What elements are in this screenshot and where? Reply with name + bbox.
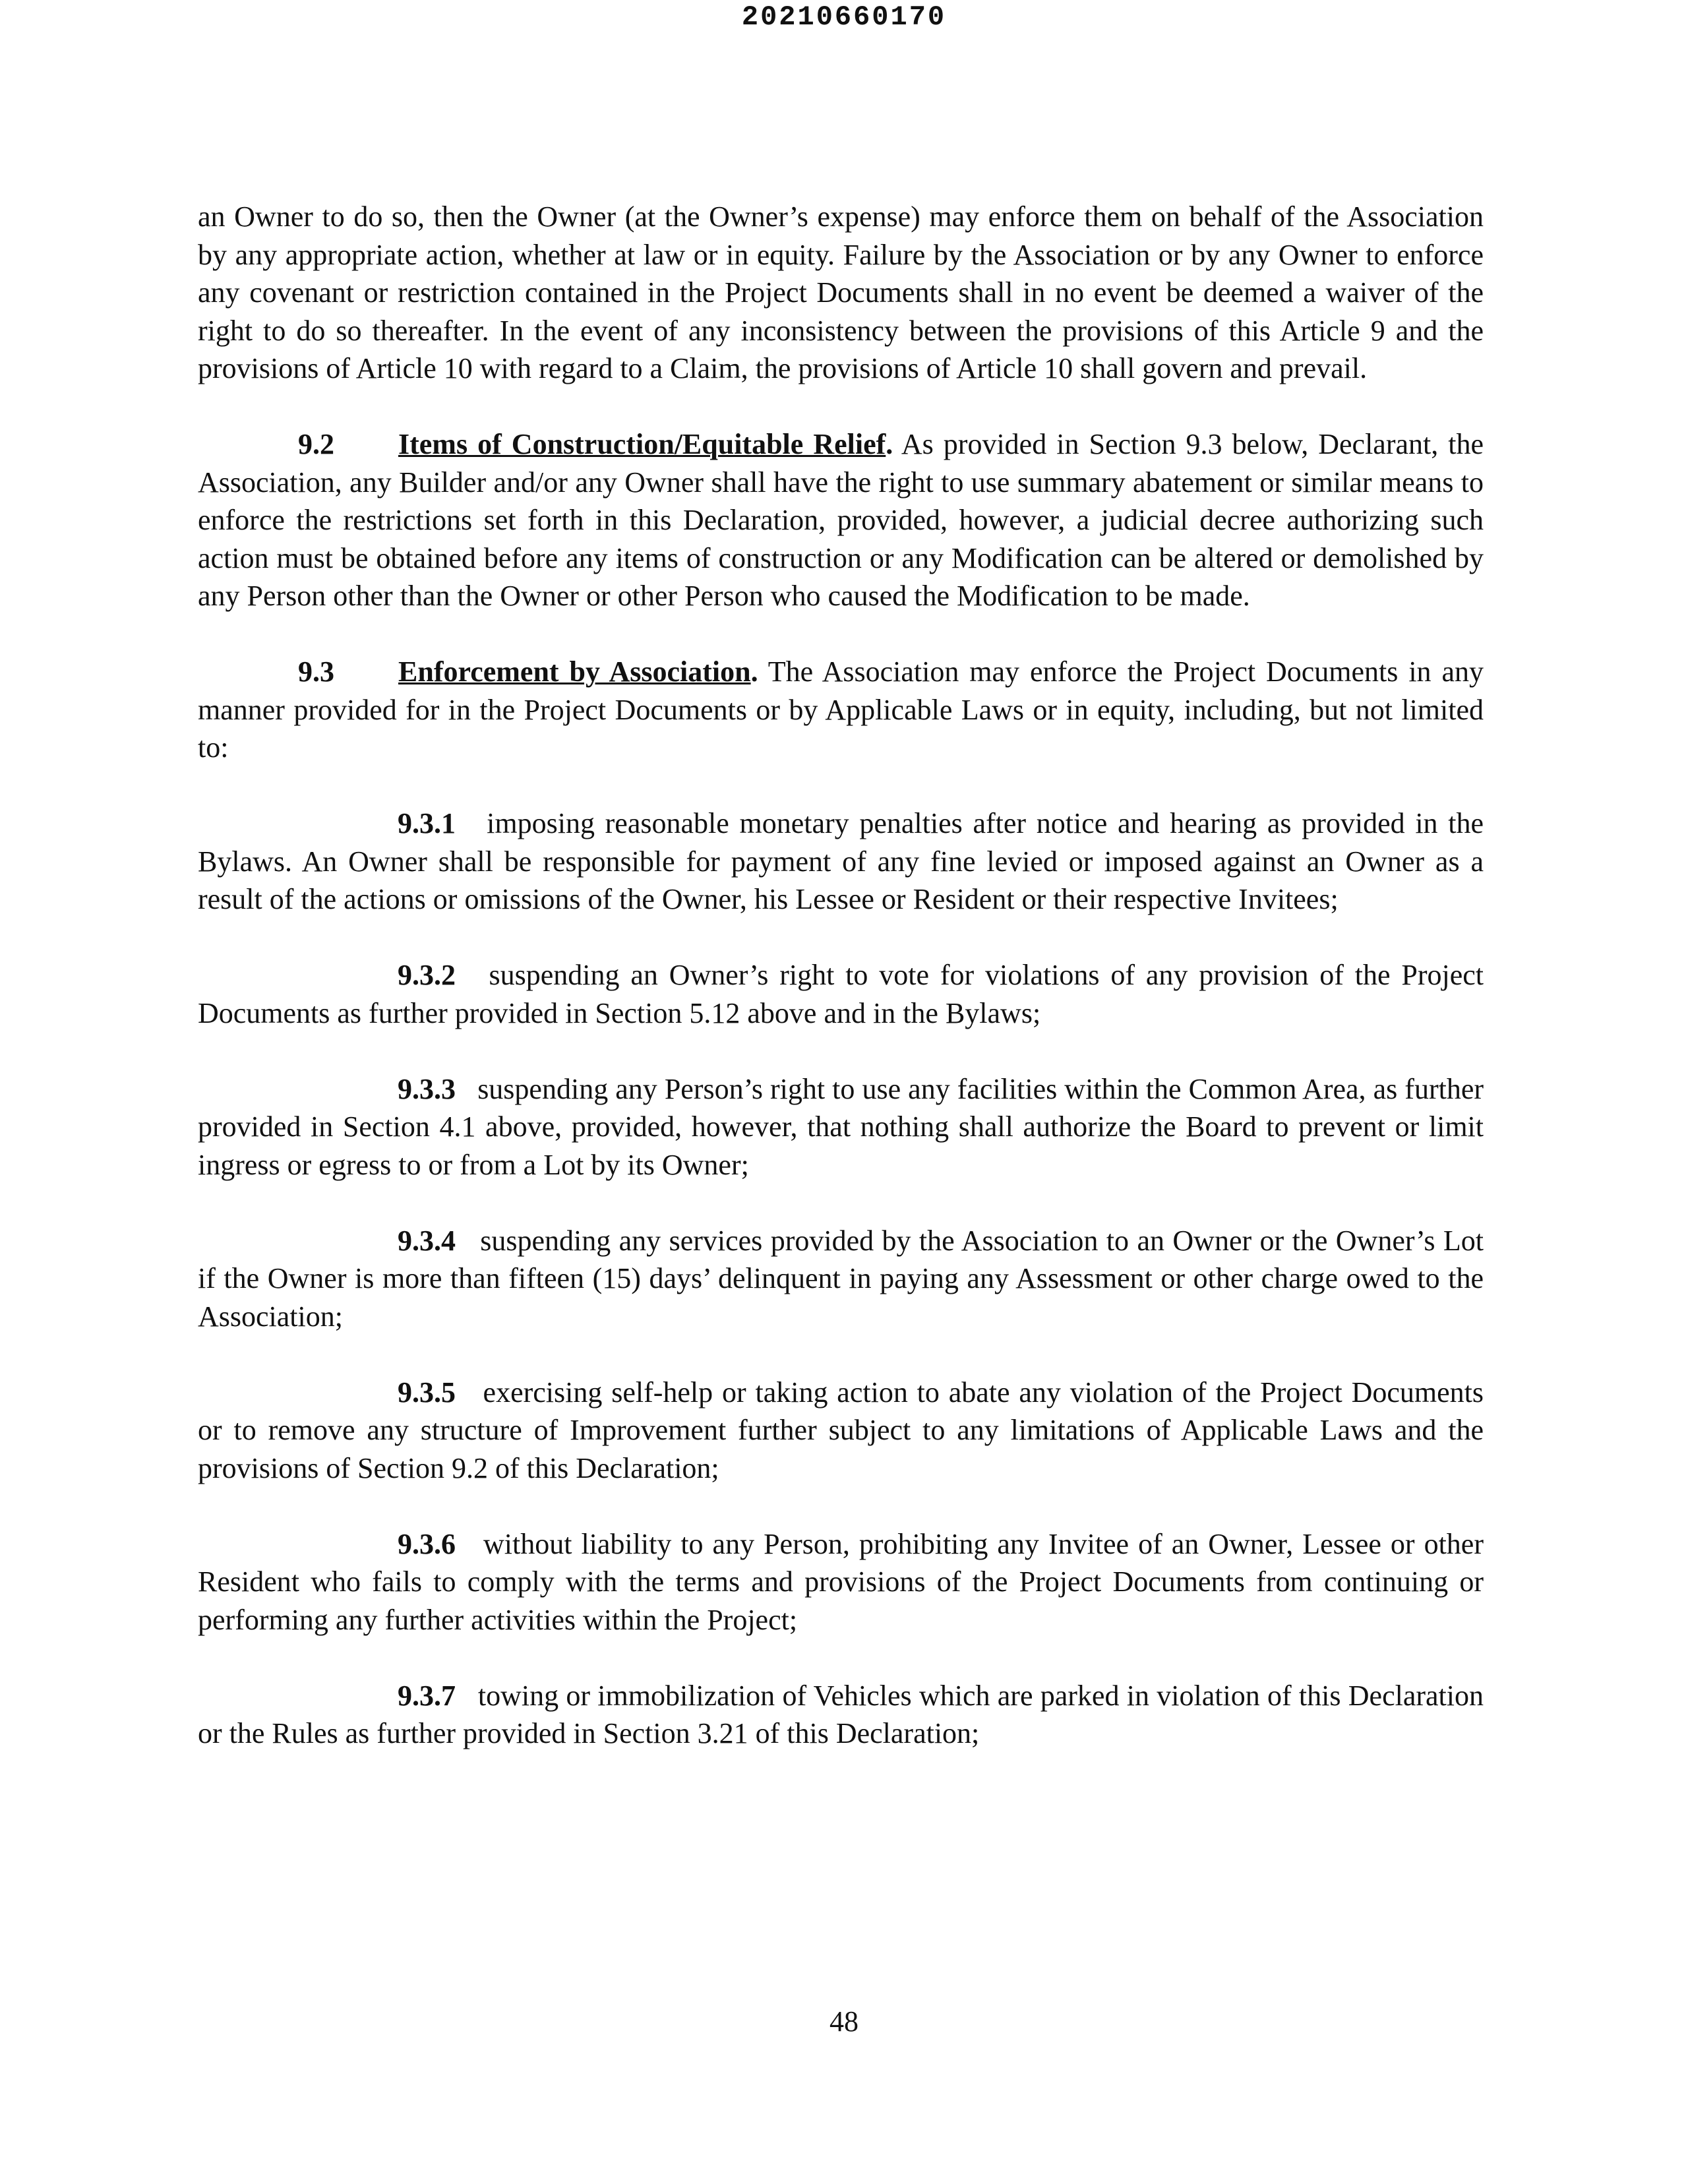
subsection-9-3-4 — [198, 1222, 1484, 1336]
subsection-text: suspending an Owner’s right to vote for violations of any provision of the Project Documents as further provided in Section 5.12 above and in the Bylaws; — [198, 959, 1484, 1029]
subsection-number: 9.3.4 — [398, 1224, 456, 1257]
subsection-9-3-3 — [198, 1070, 1484, 1184]
section-9-2: 9.2 Items of Construction/Equitable Relief. As provided in Section 9.3 below, Declarant, the Association, any Builder and/or any Owner shall have the right to use summary abatement or similar means to enforce the restrictions set forth in this Declaration, provided, however, a judicial decree authorizing such action must be obtained before any items of construction or any Modification can be altered or demolished by any Person other than the Owner or other Person who caused the Modification to be made. — [198, 425, 1484, 615]
section-number: 9.3 — [298, 655, 334, 688]
subsection-number: 9.3.5 — [398, 1376, 456, 1409]
subsection-text: suspending any Person’s right to use any facilities within the Common Area, as further provided in Section 4.1 above, provided, however, that nothing shall authorize the Board to prevent or limit ingress or egress to or from a Lot by its Owner; — [198, 1072, 1484, 1181]
subsection-number: 9.3.1 — [398, 807, 456, 839]
subsection-number: 9.3.6 — [398, 1527, 456, 1560]
section-text: The Association may enforce the Project Documents in any manner provided for in the Project Documents or by Applicable Laws or in equity, including, but not limited to: — [198, 655, 1484, 764]
subsection-9-3-1 — [198, 804, 1484, 919]
section-number: 9.2 — [298, 428, 334, 460]
subsection-number: 9.3.2 — [398, 959, 456, 991]
continuation-paragraph: an Owner to do so, then the Owner (at the Owner’s expense) may enforce them on behalf of the Association by any appropriate action, whether at law or in equity. Failure by the Association or by any Owner to enforce any covenant or restriction contained in the Project Documents shall in no event be deemed a waiver of the right to do so thereafter. In the event of any inconsistency between the provisions of this Article 9 and the provisions of Article 10 with regard to a Claim, the provisions of Article 10 shall govern and prevail. — [198, 200, 1484, 384]
subsection-text: imposing reasonable monetary penalties after notice and hearing as provided in the Bylaws. An Owner shall be responsible for payment of any fine levied or imposed against an Owner as a result of the actions or omissions of the Owner, his Lessee or Resident or their respective Invitees; — [198, 807, 1484, 915]
section-9-3: 9.3 Enforcement by Association. The Association may enforce the Project Documents in any manner provided for in the Project Documents or by Applicable Laws or in equity, including, but not limited to: — [198, 653, 1484, 767]
section-heading: Items of Construction/Equitable Relief — [398, 428, 886, 460]
subsection-9-3-6 — [198, 1525, 1484, 1639]
section-text: As provided in Section 9.3 below, Declarant, the Association, any Builder and/or any Owner shall have the right to use summary abatement or similar means to enforce the restrictions set forth in this Declaration, provided, however, a judicial decree authorizing such action must be obtained before any items of construction or any Modification can be altered or demolished by any Person other than the Owner or other Person who caused the Modification to be made. — [198, 428, 1484, 612]
subsection-number: 9.3.7 — [398, 1679, 456, 1712]
subsection-text: without liability to any Person, prohibiting any Invitee of an Owner, Lessee or other Resident who fails to comply with the terms and provisions of the Project Documents from continuing or performing any further activities within the Project; — [198, 1527, 1484, 1636]
subsection-number: 9.3.3 — [398, 1072, 456, 1105]
subsection-9-3-7 — [198, 1677, 1484, 1753]
subsection-text: towing or immobilization of Vehicles which are parked in violation of this Declaration or the Rules as further provided in Section 3.21 of this Declaration; — [198, 1679, 1484, 1749]
page-number: 48 — [829, 2005, 859, 2038]
section-heading: Enforcement by Association — [398, 655, 751, 688]
subsection-9-3-5 — [198, 1374, 1484, 1488]
document-body — [198, 198, 1484, 1790]
subsection-text: suspending any services provided by the Association to an Owner or the Owner’s Lot if the Owner is more than fifteen (15) days’ delinquent in paying any Assessment or other charge owed to the Association; — [198, 1224, 1484, 1333]
subsection-9-3-2 — [198, 956, 1484, 1032]
subsection-text: exercising self-help or taking action to abate any violation of the Project Documents or to remove any structure of Improvement further subject to any limitations of Applicable Laws and the provisions of Section 9.2 of this Declaration; — [198, 1376, 1484, 1484]
document-number: 20210660170 — [741, 1, 947, 33]
